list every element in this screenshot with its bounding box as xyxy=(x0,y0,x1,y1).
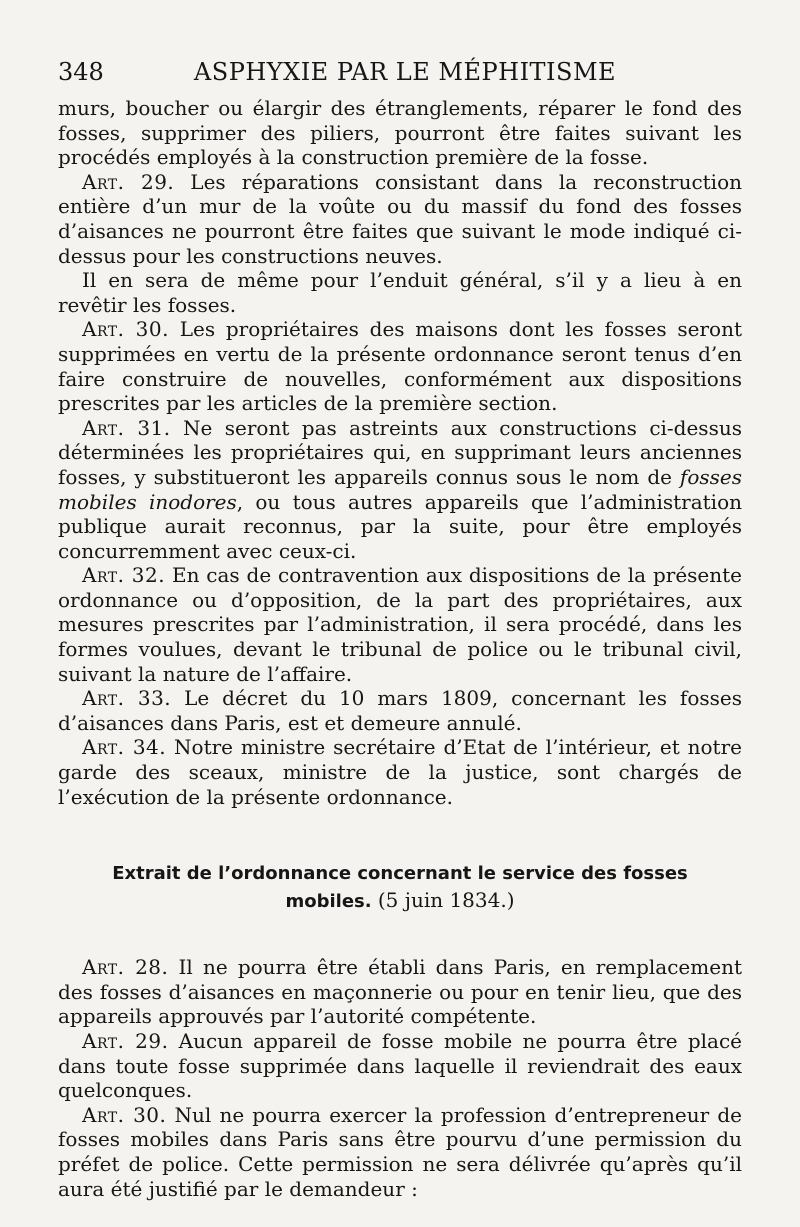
article-number: Art. 29. xyxy=(82,169,175,194)
article-number: Art. 29. xyxy=(82,1029,169,1053)
article-paragraph: Art. 32. En cas de contravention aux dispositions de la présente ordonnance ou d’opposition, de la part des propriétaires, aux mesures prescrites par l’administration, il sera procédé, dans les formes voulues, devant le tribunal de police ou le tribunal civil, suivant la nature de l’affaire. xyxy=(58,563,743,686)
section-title xyxy=(58,861,742,915)
section-title-line1: Extrait de l’ordonnance concernant le service des fosses xyxy=(112,863,688,885)
article-number: Art. 32. xyxy=(82,563,166,588)
paragraph: murs, boucher ou élargir des étranglements, réparer le fond des fosses, supprimer des piliers, pourront être faites suivant les procédés employés à la construction première de la fosse. xyxy=(58,96,742,170)
article-paragraph: Art. 30. Les propriétaires des maisons dont les fosses seront supprimées en vertu de la présente ordonnance seront tenus d’en faire construire de nouvelles, conformément aux dispositions prescrites par les articles de la première section. xyxy=(58,317,742,416)
article-number: Art. 31. xyxy=(82,415,171,440)
page-header xyxy=(58,58,742,96)
article-paragraph: Art. 31. Ne seront pas astreints aux constructions ci-dessus déterminées les propriétaires qui, en supprimant leurs anciennes fosses, y substitueront les appareils connus sous le nom de fosses mobiles inodores, ou tous autres appareils que l’administration publique aurait reconnus, par la suite, pour être employés concurremment avec ceux-ci. xyxy=(58,415,742,563)
article-number: Art. 28. xyxy=(82,955,169,980)
page xyxy=(58,58,742,1201)
article-number: Art. 30. xyxy=(82,1102,167,1127)
article-paragraph: Art. 29. Les réparations consistant dans la reconstruction entière d’un mur de la voûte ou du massif du fond des fosses d’aisances ne pourront être faites que suivant le mode indiqué ci-dessus pour les constructions neuves. xyxy=(58,169,742,268)
body-text-bottom xyxy=(58,955,742,1201)
article-paragraph: Art. 33. Le décret du 10 mars 1809, concernant les fosses d’aisances dans Paris, est et demeure annulé. xyxy=(58,686,742,735)
article-number: Art. 34. xyxy=(82,735,167,760)
page-number: 348 xyxy=(58,58,104,86)
article-paragraph: Art. 29. Aucun appareil de fosse mobile ne pourra être placé dans toute fosse supprimée dans laquelle il reviendrait des eaux quelconques. xyxy=(58,1029,742,1103)
paragraph: Il en sera de même pour l’enduit général, s’il y a lieu à en revêtir les fosses. xyxy=(58,268,742,317)
article-paragraph: Art. 30. Nul ne pourra exercer la profession d’entrepreneur de fosses mobiles dans Paris sans être pourvu d’une permission du préfet de police. Cette permission ne sera délivrée qu’après qu’il aura été justifié par le demandeur : xyxy=(58,1102,742,1201)
body-text-top xyxy=(58,96,742,809)
article-paragraph: Art. 34. Notre ministre secrétaire d’Etat de l’intérieur, et notre garde des sceaux, ministre de la justice, sont chargés de l’exécution de la présente ordonnance. xyxy=(58,735,742,809)
italic-term: fosses mobiles inodores xyxy=(58,464,742,514)
article-number: Art. 33. xyxy=(82,686,172,711)
article-number: Art. 30. xyxy=(82,317,169,342)
article-paragraph: Art. 28. Il ne pourra être établi dans Paris, en remplacement des fosses d’aisances en maçonnerie ou pour en tenir lieu, que des appareils approuvés par l’autorité compétente. xyxy=(58,955,742,1029)
section-date: (5 juin 1834.) xyxy=(377,888,515,913)
running-title: ASPHYXIE PAR LE MÉPHITISME xyxy=(193,58,617,86)
section-title-line2: mobiles. (5 juin 1834.) xyxy=(285,888,515,913)
